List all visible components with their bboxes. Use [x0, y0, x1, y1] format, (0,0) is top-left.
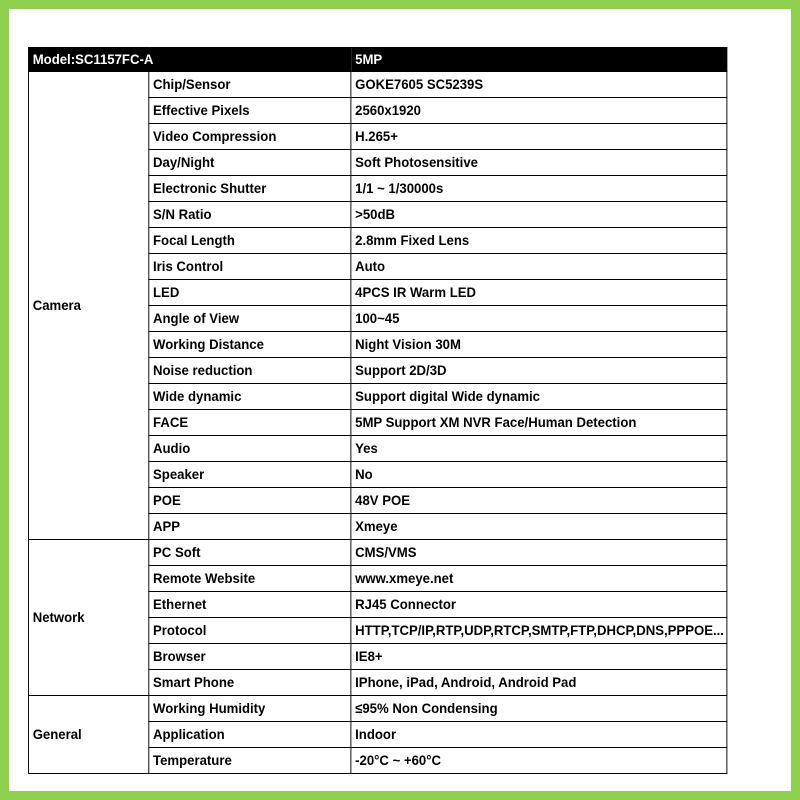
spec-label: Effective Pixels [149, 98, 351, 124]
table-row [28, 696, 726, 722]
spec-value: 48V POE [351, 488, 727, 514]
table-row [28, 540, 726, 566]
table-header-row [28, 48, 726, 72]
spec-value: HTTP,TCP/IP,RTP,UDP,RTCP,SMTP,FTP,DHCP,DNS,PPPOE... [351, 618, 727, 644]
spec-value: Soft Photosensitive [351, 150, 727, 176]
spec-value: Xmeye [351, 514, 727, 540]
spec-label: Wide dynamic [149, 384, 351, 410]
spec-label: PC Soft [149, 540, 351, 566]
group-label-camera: Camera [28, 72, 148, 540]
spec-value: www.xmeye.net [351, 566, 727, 592]
spec-label: Working Distance [149, 332, 351, 358]
spec-label: Video Compression [149, 124, 351, 150]
spec-value: 100~45 [351, 306, 727, 332]
spec-label: APP [149, 514, 351, 540]
spec-label: Browser [149, 644, 351, 670]
spec-label: Ethernet [149, 592, 351, 618]
spec-label: Focal Length [149, 228, 351, 254]
spec-label: Angle of View [149, 306, 351, 332]
table-row [28, 72, 726, 98]
spec-label: Working Humidity [149, 696, 351, 722]
spec-label: Speaker [149, 462, 351, 488]
spec-label: Noise reduction [149, 358, 351, 384]
model-header: Model:SC1157FC-A [28, 48, 350, 72]
spec-label: LED [149, 280, 351, 306]
spec-value: No [351, 462, 727, 488]
spec-table-body [28, 48, 726, 774]
spec-value: 5MP Support XM NVR Face/Human Detection [351, 410, 727, 436]
spec-label: Audio [149, 436, 351, 462]
spec-value: CMS/VMS [351, 540, 727, 566]
group-label-general: General [28, 696, 148, 774]
spec-label: POE [149, 488, 351, 514]
spec-label: Iris Control [149, 254, 351, 280]
spec-value: GOKE7605 SC5239S [351, 72, 727, 98]
spec-value: IE8+ [351, 644, 727, 670]
spec-value: Auto [351, 254, 727, 280]
group-label-network: Network [28, 540, 148, 696]
spec-label: Chip/Sensor [149, 72, 351, 98]
spec-value: Indoor [351, 722, 727, 748]
spec-value: RJ45 Connector [351, 592, 727, 618]
spec-label: Day/Night [149, 150, 351, 176]
spec-value: Support digital Wide dynamic [351, 384, 727, 410]
resolution-header: 5MP [351, 48, 727, 72]
spec-value: Night Vision 30M [351, 332, 727, 358]
spec-value: >50dB [351, 202, 727, 228]
spec-value: Yes [351, 436, 727, 462]
spec-label: Smart Phone [149, 670, 351, 696]
spec-value: 1/1 ~ 1/30000s [351, 176, 727, 202]
spec-value: 2.8mm Fixed Lens [351, 228, 727, 254]
spec-value: IPhone, iPad, Android, Android Pad [351, 670, 727, 696]
spec-value: ≤95% Non Condensing [351, 696, 727, 722]
spec-value: 2560x1920 [351, 98, 727, 124]
spec-table [28, 47, 727, 774]
spec-label: Application [149, 722, 351, 748]
spec-label: S/N Ratio [149, 202, 351, 228]
spec-label: Protocol [149, 618, 351, 644]
spec-value: Support 2D/3D [351, 358, 727, 384]
spec-value: -20°C ~ +60°C [351, 748, 727, 774]
spec-sheet-panel [9, 9, 791, 791]
spec-label: Remote Website [149, 566, 351, 592]
spec-label: FACE [149, 410, 351, 436]
spec-value: H.265+ [351, 124, 727, 150]
spec-value: 4PCS IR Warm LED [351, 280, 727, 306]
spec-label: Electronic Shutter [149, 176, 351, 202]
spec-label: Temperature [149, 748, 351, 774]
